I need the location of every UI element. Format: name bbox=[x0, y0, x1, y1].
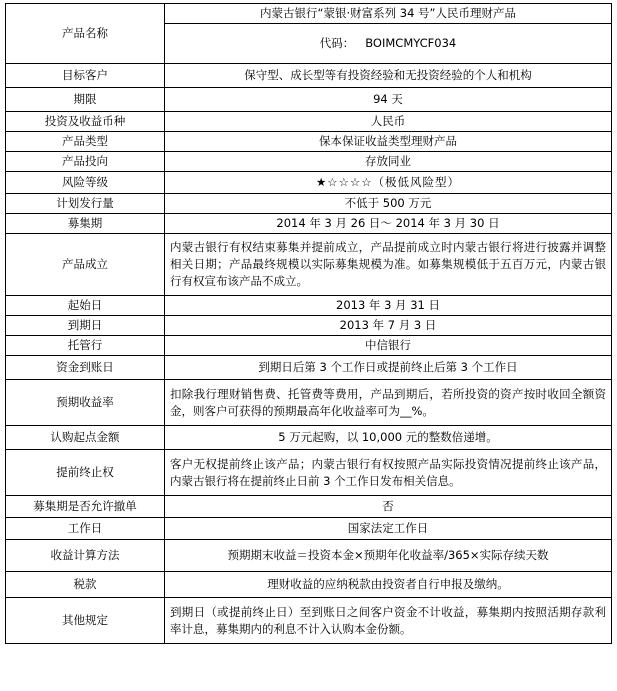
table-row bbox=[6, 518, 612, 540]
product-title: 内蒙古银行“蒙银·财富系列 34 号”人民币理财产品 bbox=[165, 4, 612, 24]
table-row bbox=[6, 194, 612, 214]
row-value: 保本保证收益类型理财产品 bbox=[165, 132, 612, 152]
row-label: 起始日 bbox=[6, 296, 165, 316]
row-label: 托管行 bbox=[6, 336, 165, 356]
table-row bbox=[6, 4, 612, 24]
row-value: 内蒙古银行有权结束募集并提前成立，产品提前成立时内蒙古银行将进行披露并调整相关日期；产品最终规模以实际募集规模为准。如募集规模低于五百万元，内蒙古银行有权宣布该产品不成立。 bbox=[165, 234, 612, 296]
row-label: 期限 bbox=[6, 88, 165, 112]
row-label: 工作日 bbox=[6, 518, 165, 540]
row-label: 预期收益率 bbox=[6, 380, 165, 426]
row-value: 国家法定工作日 bbox=[165, 518, 612, 540]
table-row bbox=[6, 88, 612, 112]
row-value: 5 万元起购，以 10,000 元的整数倍递增。 bbox=[165, 426, 612, 450]
table-row bbox=[6, 132, 612, 152]
table-row bbox=[6, 152, 612, 172]
row-value: 到期日（或提前终止日）至到账日之间客户资金不计收益，募集期内按照活期存款利率计息，募集期内的利息不计入认购本金份额。 bbox=[165, 598, 612, 644]
row-label: 税款 bbox=[6, 572, 165, 598]
product-code-label: 代码： bbox=[319, 36, 355, 50]
row-value: 人民币 bbox=[165, 112, 612, 132]
table-row bbox=[6, 496, 612, 518]
row-value: 理财收益的应纳税款由投资者自行申报及缴纳。 bbox=[165, 572, 612, 598]
row-value: 保守型、成长型等有投资经验和无投资经验的个人和机构 bbox=[165, 64, 612, 88]
table-row bbox=[6, 316, 612, 336]
row-label: 风险等级 bbox=[6, 172, 165, 194]
row-value: 2014 年 3 月 26 日～ 2014 年 3 月 30 日 bbox=[165, 214, 612, 234]
row-label: 其他规定 bbox=[6, 598, 165, 644]
table-row bbox=[6, 112, 612, 132]
row-label: 计划发行量 bbox=[6, 194, 165, 214]
row-value: 预期期末收益＝投资本金×预期年化收益率/365×实际存续天数 bbox=[165, 540, 612, 572]
product-code: BOIMCMYCF034 bbox=[365, 36, 457, 50]
row-label: 募集期 bbox=[6, 214, 165, 234]
row-value: 客户无权提前终止该产品；内蒙古银行有权按照产品实际投资情况提前终止该产品，内蒙古银行将在提前终止日前 3 个工作日发布相关信息。 bbox=[165, 450, 612, 496]
row-label: 募集期是否允许撤单 bbox=[6, 496, 165, 518]
row-label: 产品类型 bbox=[6, 132, 165, 152]
row-label: 收益计算方法 bbox=[6, 540, 165, 572]
row-value: 不低于 500 万元 bbox=[165, 194, 612, 214]
row-value: 2013 年 7 月 3 日 bbox=[165, 316, 612, 336]
row-label: 提前终止权 bbox=[6, 450, 165, 496]
row-label: 产品投向 bbox=[6, 152, 165, 172]
row-value: 扣除我行理财销售费、托管费等费用，产品到期后，若所投资的资产按时收回全额资金，则客户可获得的预期最高年化收益率可为__%。 bbox=[165, 380, 612, 426]
row-value: 存放同业 bbox=[165, 152, 612, 172]
table-row bbox=[6, 172, 612, 194]
row-value: 2013 年 3 月 31 日 bbox=[165, 296, 612, 316]
table-row bbox=[6, 380, 612, 426]
product-code-cell bbox=[165, 24, 612, 64]
row-label: 产品成立 bbox=[6, 234, 165, 296]
table-row bbox=[6, 572, 612, 598]
table-row bbox=[6, 234, 612, 296]
table-row bbox=[6, 426, 612, 450]
row-value: 94 天 bbox=[165, 88, 612, 112]
row-value: 中信银行 bbox=[165, 336, 612, 356]
product-spec-table bbox=[5, 3, 612, 644]
row-label: 目标客户 bbox=[6, 64, 165, 88]
row-value: 到期日后第 3 个工作日或提前终止后第 3 个工作日 bbox=[165, 356, 612, 380]
table-row bbox=[6, 450, 612, 496]
table-row bbox=[6, 356, 612, 380]
table-row bbox=[6, 540, 612, 572]
table-row bbox=[6, 336, 612, 356]
row-label: 到期日 bbox=[6, 316, 165, 336]
table-row bbox=[6, 64, 612, 88]
row-label: 投资及收益币种 bbox=[6, 112, 165, 132]
table-row bbox=[6, 214, 612, 234]
table-row bbox=[6, 598, 612, 644]
risk-level-value: ★☆☆☆☆（极低风险型） bbox=[165, 172, 612, 194]
row-label-product-name: 产品名称 bbox=[6, 4, 165, 64]
row-value: 否 bbox=[165, 496, 612, 518]
row-label: 资金到账日 bbox=[6, 356, 165, 380]
table-row bbox=[6, 296, 612, 316]
row-label: 认购起点金额 bbox=[6, 426, 165, 450]
